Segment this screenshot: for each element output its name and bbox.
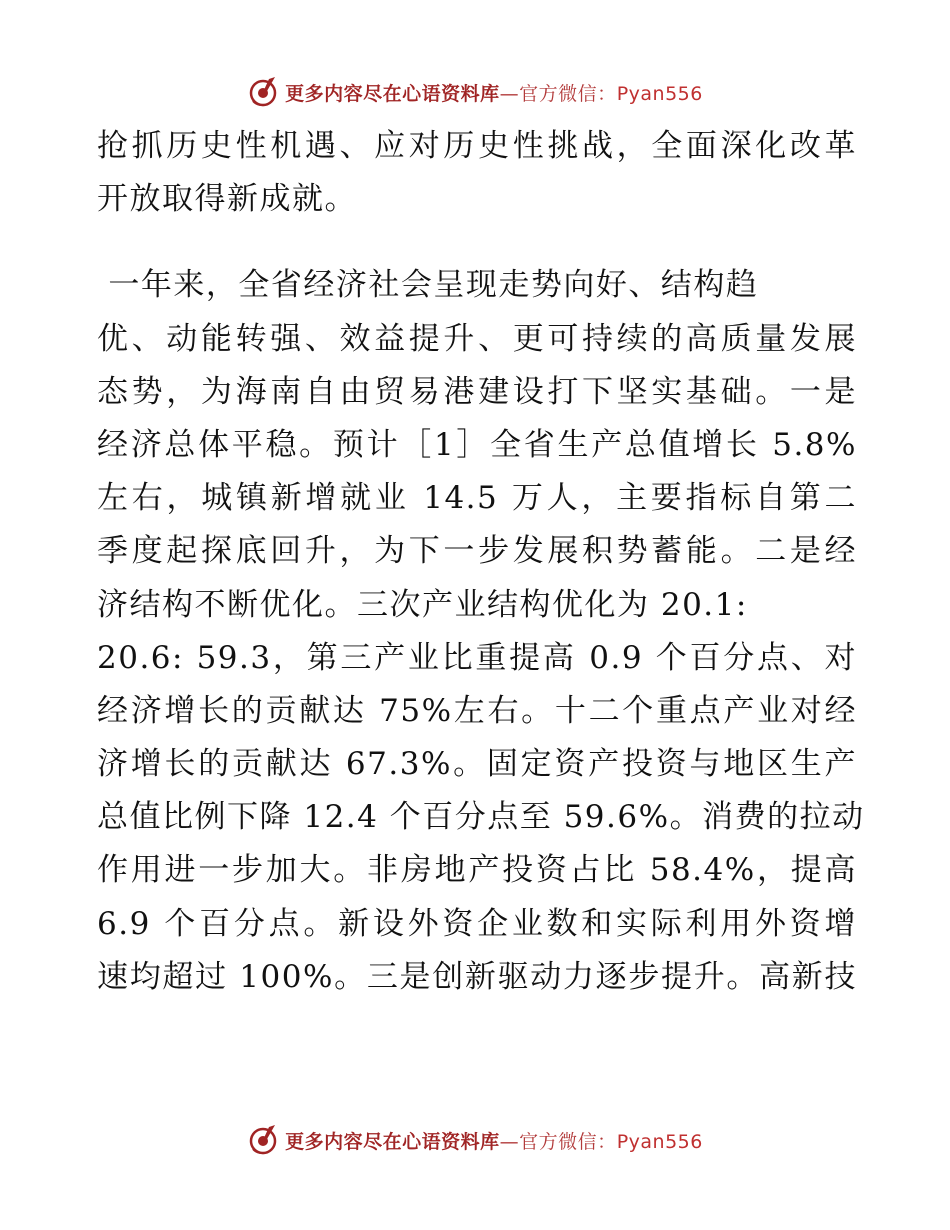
text-line: 优、动能转强、效益提升、更可持续的高质量发展 xyxy=(97,320,857,357)
text-line: 6.9 个百分点。新设外资企业数和实际利用外资增 xyxy=(97,905,857,942)
text-line: 开放取得新成就。 xyxy=(97,181,357,218)
header-watermark xyxy=(0,72,950,112)
text-line: 经济总体平稳。预计［1］全省生产总值增长 5.8% xyxy=(97,426,857,463)
text-line: 季度起探底回升，为下一步发展积势蓄能。二是经 xyxy=(97,533,857,570)
watermark-title: 更多内容尽在心语资料库 xyxy=(285,82,500,105)
watermark-wechat-id: Pyan556 xyxy=(616,82,703,105)
text-line: 济结构不断优化。三次产业结构优化为 20.1: xyxy=(97,586,748,623)
text-line: 济增长的贡献达 67.3%。固定资产投资与地区生产 xyxy=(97,746,857,783)
document-body xyxy=(97,120,865,1004)
text-line: 左右，城镇新增就业 14.5 万人，主要指标自第二 xyxy=(97,480,857,517)
text-line: 经济增长的贡献达 75%左右。十二个重点产业对经 xyxy=(97,692,857,729)
text-line: 总值比例下降 12.4 个百分点至 59.6%。消费的拉动 xyxy=(97,799,865,836)
text-line: 态势，为海南自由贸易港建设打下坚实基础。一是 xyxy=(97,373,857,410)
watermark-label: —官方微信： xyxy=(499,1130,617,1153)
brush-logo-icon xyxy=(247,1124,279,1156)
footer-watermark xyxy=(0,1120,950,1160)
brush-logo-icon xyxy=(247,76,279,108)
text-line: 作用进一步加大。非房地产投资占比 58.4%，提高 xyxy=(97,852,857,889)
text-line: 一年来，全省经济社会呈现走势向好、结构趋 xyxy=(97,267,759,304)
text-line: 20.6: 59.3，第三产业比重提高 0.9 个百分点、对 xyxy=(97,639,857,676)
text-line: 速均超过 100%。三是创新驱动力逐步提升。高新技 xyxy=(97,958,857,995)
watermark-title: 更多内容尽在心语资料库 xyxy=(285,1130,500,1153)
text-line: 抢抓历史性机遇、应对历史性挑战，全面深化改革 xyxy=(97,128,857,164)
watermark-label: —官方微信： xyxy=(499,82,617,105)
watermark-wechat-id: Pyan556 xyxy=(616,1130,703,1153)
